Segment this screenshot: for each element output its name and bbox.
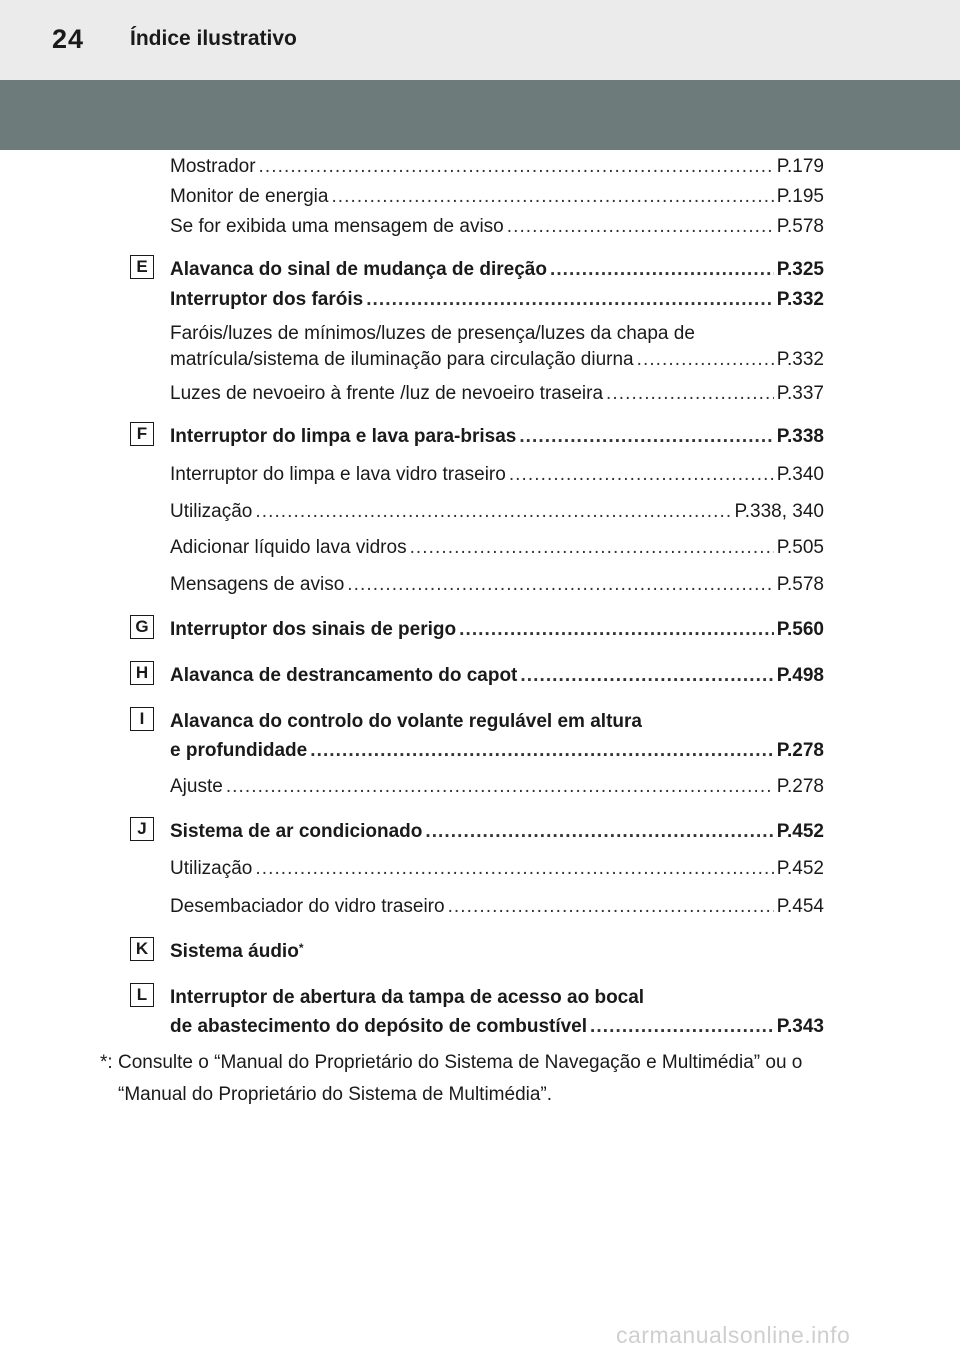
leader-dots [590, 1013, 774, 1041]
entry-label: Interruptor do limpa e lava para-brisas [170, 426, 517, 447]
page-number: 24 [52, 24, 85, 54]
index-entry [170, 818, 824, 846]
page-header [0, 0, 960, 80]
entry-label: Utilização [170, 858, 253, 879]
leader-dots [226, 773, 774, 801]
index-entry [170, 534, 824, 562]
page-ref: P.560 [776, 619, 824, 640]
page-ref: P.578 [776, 574, 824, 595]
entry-label: matrícula/sistema de iluminação para circulação diurna [170, 349, 634, 370]
page-ref: P.578 [776, 216, 824, 237]
entry-label: Luzes de nevoeiro à frente /luz de nevoeiro traseira [170, 383, 604, 404]
page-ref: P.195 [776, 186, 824, 207]
page-ref: P.179 [776, 156, 824, 177]
page-title: Índice ilustrativo [130, 27, 297, 50]
footnote-line2: “Manual do Proprietário do Sistema de Multimédia”. [118, 1084, 553, 1105]
page-ref: P.278 [776, 740, 824, 761]
footnote-marker: * [298, 941, 304, 955]
index-entry [170, 1013, 824, 1041]
entry-label: Mostrador [170, 156, 256, 177]
leader-dots [459, 616, 774, 644]
index-entry [170, 893, 824, 921]
entry-label: Interruptor do limpa e lava vidro traseiro [170, 464, 506, 485]
page-ref: P.498 [776, 665, 824, 686]
page-ref: P.505 [776, 537, 824, 558]
footnote-mark: *: [100, 1052, 113, 1073]
leader-dots [509, 461, 774, 489]
leader-dots [347, 571, 774, 599]
entry-label: Se for exibida uma mensagem de aviso [170, 216, 504, 237]
index-entry [170, 346, 824, 374]
watermark: carmanualsonline.info [616, 1322, 851, 1348]
entry-label-line1: Faróis/luzes de mínimos/luzes de presença/luzes da chapa de [170, 323, 695, 344]
entry-label: Sistema áudio [170, 941, 299, 962]
page-ref: P.338, 340 [734, 501, 824, 522]
leader-dots [550, 256, 774, 284]
entry-label: Alavanca de destrancamento do capot [170, 665, 518, 686]
leader-dots [310, 737, 774, 765]
page-ref: P.454 [776, 896, 824, 917]
leader-dots [520, 662, 773, 690]
section-letter-badge: K [130, 937, 154, 961]
index-entry [170, 153, 824, 181]
entry-label: Alavanca do sinal de mudança de direção [170, 259, 547, 280]
entry-label-line1: Interruptor de abertura da tampa de acesso ao bocal [170, 987, 645, 1008]
page-ref: P.340 [776, 464, 824, 485]
entry-label: Ajuste [170, 776, 223, 797]
leader-dots [448, 893, 774, 921]
leader-dots [425, 818, 773, 846]
index-entry [170, 256, 824, 284]
section-letter-badge: F [130, 422, 154, 446]
section-letter-badge: E [130, 255, 154, 279]
page-ref: P.452 [776, 858, 824, 879]
section-letter-badge: I [130, 707, 154, 731]
page-ref: P.343 [776, 1016, 824, 1037]
index-entry [170, 423, 824, 451]
index-entry [170, 498, 824, 526]
index-entry [170, 737, 824, 765]
index-entry [170, 938, 824, 966]
leader-dots [366, 286, 774, 314]
entry-label: Mensagens de aviso [170, 574, 345, 595]
section-letter-badge: L [130, 983, 154, 1007]
leader-dots [410, 534, 774, 562]
index-entry [170, 662, 824, 690]
footnote-line1: Consulte o “Manual do Proprietário do Sistema de Navegação e Multimédia” ou o [118, 1052, 803, 1073]
leader-dots [259, 153, 774, 181]
entry-label: Interruptor dos sinais de perigo [170, 619, 457, 640]
page-ref: P.337 [776, 383, 824, 404]
section-letter-badge: G [130, 615, 154, 639]
section-letter-badge: H [130, 661, 154, 685]
entry-label: Monitor de energia [170, 186, 329, 207]
page-ref: P.452 [776, 821, 824, 842]
entry-label: Desembaciador do vidro traseiro [170, 896, 445, 917]
page-ref: P.332 [776, 289, 824, 310]
entry-label: de abastecimento do depósito de combustível [170, 1016, 588, 1037]
index-entry [170, 213, 824, 241]
leader-dots [637, 346, 774, 374]
leader-dots [519, 423, 773, 451]
page-ref: P.325 [776, 259, 824, 280]
leader-dots [507, 213, 774, 241]
leader-dots [606, 380, 774, 408]
index-entry [170, 183, 824, 211]
page-ref: P.278 [776, 776, 824, 797]
section-letter-badge: J [130, 817, 154, 841]
entry-label: Adicionar líquido lava vidros [170, 537, 407, 558]
leader-dots [331, 183, 773, 211]
page-ref: P.332 [776, 349, 824, 370]
index-entry [170, 380, 824, 408]
leader-dots [255, 855, 773, 883]
page-ref: P.338 [776, 426, 824, 447]
index-entry [170, 616, 824, 644]
index-entry [170, 286, 824, 314]
entry-label: Sistema de ar condicionado [170, 821, 423, 842]
section-band [0, 80, 960, 150]
index-entry [170, 773, 824, 801]
entry-label: Utilização [170, 501, 253, 522]
entry-label-line1: Alavanca do controlo do volante regulável em altura [170, 711, 642, 732]
index-entry [170, 855, 824, 883]
leader-dots [255, 498, 731, 526]
index-entry [170, 461, 824, 489]
index-entry [170, 571, 824, 599]
entry-label: Interruptor dos faróis [170, 289, 364, 310]
entry-label: e profundidade [170, 740, 308, 761]
